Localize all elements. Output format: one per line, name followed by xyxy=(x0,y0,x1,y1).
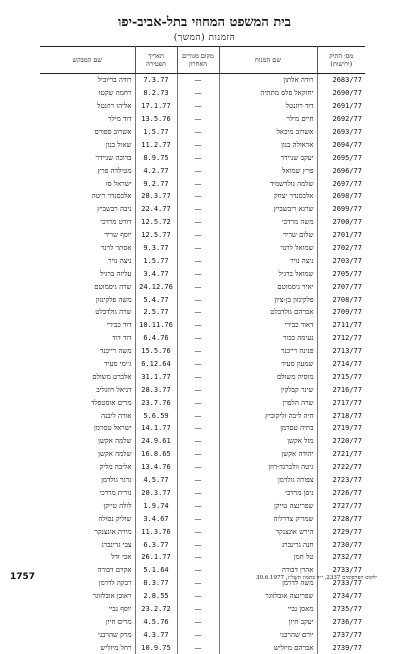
cell-deceased-name: פרץ שמואל xyxy=(219,164,317,177)
cell-date-of-death: 26.1.77 xyxy=(135,551,177,564)
cell-deceased-name: שמואל לרנר xyxy=(219,242,317,255)
cell-date-of-death: 4.5.77 xyxy=(135,474,177,487)
page-subtitle: הזמנות (המשך) xyxy=(0,32,409,43)
cell-last-residence: — xyxy=(177,538,219,551)
cell-applicant-name: אבי זדל xyxy=(40,551,135,564)
cell-case-number: 2703/77 xyxy=(317,254,365,267)
cell-deceased-name: שרגא ריבשביץ xyxy=(219,203,317,216)
cell-applicant-name: מרק שהרבני xyxy=(40,628,135,641)
cell-deceased-name: טל חמן xyxy=(219,551,317,564)
cell-deceased-name: שינר קבלקין xyxy=(219,383,317,396)
cell-case-number: 2713/77 xyxy=(317,345,365,358)
cell-deceased-name: חנה גרינברג xyxy=(219,538,317,551)
cell-applicant-name: מרים אוסטפלד xyxy=(40,396,135,409)
cell-last-residence: — xyxy=(177,293,219,306)
table-row xyxy=(40,216,365,229)
cell-last-residence: — xyxy=(177,177,219,190)
cell-last-residence: — xyxy=(177,151,219,164)
cell-date-of-death: 10.11.76 xyxy=(135,319,177,332)
cell-case-number: 2726/77 xyxy=(317,487,365,500)
cell-date-of-death: 22.4.77 xyxy=(135,203,177,216)
table-row xyxy=(40,590,365,603)
cell-applicant-name: אקרם דבורה xyxy=(40,564,135,577)
cell-last-residence: — xyxy=(177,370,219,383)
table-row xyxy=(40,383,365,396)
cell-case-number: 2717/77 xyxy=(317,396,365,409)
cell-applicant-name: משה רייכנר xyxy=(40,345,135,358)
cell-case-number: 2715/77 xyxy=(317,370,365,383)
cell-applicant-name: רחל מיזליש xyxy=(40,641,135,654)
table-row xyxy=(40,422,365,435)
cell-last-residence: — xyxy=(177,435,219,448)
cell-deceased-name: נעימה בכור xyxy=(219,332,317,345)
cell-last-residence: — xyxy=(177,551,219,564)
cell-last-residence: — xyxy=(177,254,219,267)
cell-date-of-death: 6.4.76 xyxy=(135,332,177,345)
cell-case-number: 2736/77 xyxy=(317,615,365,628)
cell-last-residence: — xyxy=(177,280,219,293)
cell-applicant-name: דורט מרדכי xyxy=(40,216,135,229)
cell-last-residence: — xyxy=(177,499,219,512)
cell-applicant-name: שרה גיסמוטם xyxy=(40,280,135,293)
cell-last-residence: — xyxy=(177,190,219,203)
table-row xyxy=(40,603,365,616)
cell-case-number: 2707/77 xyxy=(317,280,365,293)
cell-last-residence: — xyxy=(177,641,219,654)
cell-applicant-name: שרה גולדבלט xyxy=(40,306,135,319)
cell-deceased-name: אראולה בנון xyxy=(219,138,317,151)
cell-case-number: 2683/77 xyxy=(317,74,365,87)
cell-applicant-name: צבי גרינברג xyxy=(40,538,135,551)
cell-last-residence: — xyxy=(177,383,219,396)
cell-deceased-name: יחזקאל פלס מתתיה xyxy=(219,87,317,100)
cell-date-of-death: 1.5.77 xyxy=(135,254,177,267)
cell-case-number: 2722/77 xyxy=(317,461,365,474)
cell-date-of-death: 6.3.77 xyxy=(135,538,177,551)
cell-case-number: 2693/77 xyxy=(317,126,365,139)
cell-deceased-name: דאוד כבירי xyxy=(219,319,317,332)
cell-applicant-name: אסתר לרנר xyxy=(40,242,135,255)
cell-applicant-name: ניבה רבשביץ xyxy=(40,203,135,216)
cell-deceased-name: שמריק צדרליה xyxy=(219,512,317,525)
table-row xyxy=(40,203,365,216)
page-number: 1757 xyxy=(10,572,35,582)
cell-last-residence: — xyxy=(177,422,219,435)
cell-date-of-death: 23.2.72 xyxy=(135,603,177,616)
cell-deceased-name: הירש אונצנקר xyxy=(219,525,317,538)
cell-date-of-death: 9.2.77 xyxy=(135,177,177,190)
cell-applicant-name: ג׳ימי סעיד xyxy=(40,358,135,371)
cell-date-of-death: 8.2.73 xyxy=(135,87,177,100)
cell-last-residence: — xyxy=(177,358,219,371)
cell-applicant-name: ראובן אובלזוגר xyxy=(40,590,135,603)
cell-applicant-name: ברוכה שניידר xyxy=(40,151,135,164)
cell-deceased-name: ניסן מרדכי xyxy=(219,487,317,500)
cell-last-residence: — xyxy=(177,396,219,409)
cell-last-residence: — xyxy=(177,615,219,628)
cell-deceased-name: רודה אלתון xyxy=(219,74,317,87)
cell-case-number: 2712/77 xyxy=(317,332,365,345)
header-date-of-death: תאריך הפטירה xyxy=(135,47,177,74)
cell-case-number: 2737/77 xyxy=(317,628,365,641)
cell-date-of-death: 3.4.67 xyxy=(135,512,177,525)
cell-case-number: 2733/77 xyxy=(317,577,365,590)
table-row xyxy=(40,615,365,628)
table-row xyxy=(40,461,365,474)
table-row xyxy=(40,280,365,293)
cell-applicant-name: שאול בנון xyxy=(40,138,135,151)
table-row xyxy=(40,100,365,113)
cell-applicant-name: לולה טייקן xyxy=(40,499,135,512)
cell-applicant-name: יוסף שריר xyxy=(40,229,135,242)
cell-deceased-name: דוד רוזנטל xyxy=(219,100,317,113)
header-applicant-name: שם המבקש xyxy=(40,47,135,74)
table-row xyxy=(40,512,365,525)
cell-applicant-name: שלמה אקשן xyxy=(40,448,135,461)
table-row xyxy=(40,177,365,190)
cell-date-of-death: 7.3.77 xyxy=(135,74,177,87)
cell-deceased-name: חיים מילר xyxy=(219,113,317,126)
cell-date-of-death: 28.3.77 xyxy=(135,383,177,396)
cell-last-residence: — xyxy=(177,577,219,590)
cell-last-residence: — xyxy=(177,138,219,151)
cell-last-residence: — xyxy=(177,332,219,345)
cell-case-number: 2697/77 xyxy=(317,177,365,190)
cell-deceased-name: אברהם גולדבלט xyxy=(219,306,317,319)
cell-applicant-name: מירה אונצנקר xyxy=(40,525,135,538)
cell-last-residence: — xyxy=(177,74,219,87)
cell-date-of-death: 2.5.77 xyxy=(135,306,177,319)
cell-deceased-name: גיטה וולברנד-רוזן xyxy=(219,461,317,474)
cell-case-number: 2690/77 xyxy=(317,87,365,100)
table-row xyxy=(40,293,365,306)
cell-applicant-name: אלברט משולם xyxy=(40,370,135,383)
cell-deceased-name: מאסן נביי xyxy=(219,603,317,616)
cell-last-residence: — xyxy=(177,474,219,487)
cell-date-of-death: 4.5.76 xyxy=(135,615,177,628)
cell-case-number: 2701/77 xyxy=(317,229,365,242)
table-row xyxy=(40,190,365,203)
cell-date-of-death: 13.5.76 xyxy=(135,113,177,126)
cell-case-number: 2734/77 xyxy=(317,590,365,603)
cell-applicant-name: מרים חיון xyxy=(40,615,135,628)
cell-case-number: 2696/77 xyxy=(317,164,365,177)
cell-applicant-name: ישראל טסרמן xyxy=(40,422,135,435)
cell-deceased-name: שלום שריר xyxy=(219,229,317,242)
cell-last-residence: — xyxy=(177,487,219,500)
cell-case-number: 2698/77 xyxy=(317,190,365,203)
cell-deceased-name: שפרינצה טייקן xyxy=(219,499,317,512)
cell-case-number: 2716/77 xyxy=(317,383,365,396)
cell-applicant-name: אליהו רוזנטל xyxy=(40,100,135,113)
cell-last-residence: — xyxy=(177,267,219,280)
cell-deceased-name: אהרן דבורה xyxy=(219,564,317,577)
cell-date-of-death: 14.1.77 xyxy=(135,422,177,435)
table-row xyxy=(40,551,365,564)
cell-applicant-name: יוסף נביי xyxy=(40,603,135,616)
table-row xyxy=(40,254,365,267)
cell-applicant-name: עליזה ברגיל xyxy=(40,267,135,280)
table-row xyxy=(40,74,365,87)
cell-case-number: 2720/77 xyxy=(317,435,365,448)
cell-last-residence: — xyxy=(177,461,219,474)
table-row xyxy=(40,319,365,332)
cell-case-number: 2705/77 xyxy=(317,267,365,280)
cell-deceased-name: אשרוב מיכאל xyxy=(219,126,317,139)
cell-deceased-name: בתיה טסרמן xyxy=(219,422,317,435)
table-row xyxy=(40,435,365,448)
cell-applicant-name: רבקה לדרמן xyxy=(40,577,135,590)
cell-deceased-name: יהודה אקשן xyxy=(219,448,317,461)
cell-deceased-name: אברהם מיזליש xyxy=(219,641,317,654)
cell-date-of-death: 11.3.76 xyxy=(135,525,177,538)
cell-case-number: 2709/77 xyxy=(317,306,365,319)
table-row xyxy=(40,525,365,538)
cell-date-of-death: 23.7.76 xyxy=(135,396,177,409)
table-row xyxy=(40,487,365,500)
cell-case-number: 2739/77 xyxy=(317,641,365,654)
cell-last-residence: — xyxy=(177,590,219,603)
cell-case-number: 2718/77 xyxy=(317,409,365,422)
cell-deceased-name: משה לדרמן xyxy=(219,577,317,590)
cell-case-number: 2695/77 xyxy=(317,151,365,164)
table-row xyxy=(40,164,365,177)
cell-applicant-name: רודה בריוביל xyxy=(40,74,135,87)
cell-case-number: 2728/77 xyxy=(317,512,365,525)
table-row xyxy=(40,370,365,383)
page-title: בית המשפט המחוזי בתל-אביב-יפו xyxy=(0,14,409,30)
table-row xyxy=(40,345,365,358)
cell-applicant-name: דוד כבירי xyxy=(40,319,135,332)
cell-deceased-name: אלכסנדר יצחק xyxy=(219,190,317,203)
cell-date-of-death: 12.5.72 xyxy=(135,216,177,229)
table-row xyxy=(40,151,365,164)
cell-deceased-name: שלמה גולדשמיד xyxy=(219,177,317,190)
cell-deceased-name: מזל אקשן xyxy=(219,435,317,448)
cell-case-number: 2702/77 xyxy=(317,242,365,255)
cell-date-of-death: 1.9.74 xyxy=(135,499,177,512)
notices-table xyxy=(40,46,365,654)
cell-date-of-death: 24.9.61 xyxy=(135,435,177,448)
table-row xyxy=(40,126,365,139)
cell-date-of-death: 28.3.77 xyxy=(135,190,177,203)
cell-case-number: 2733/77 xyxy=(317,564,365,577)
cell-applicant-name: אורה ליבנה xyxy=(40,409,135,422)
cell-case-number: 2694/77 xyxy=(317,138,365,151)
header-case-number: מס׳ התיק (ירושות) xyxy=(317,47,365,74)
cell-last-residence: — xyxy=(177,164,219,177)
cell-case-number: 2708/77 xyxy=(317,293,365,306)
cell-deceased-name: ניצה נויר xyxy=(219,254,317,267)
cell-case-number: 2727/77 xyxy=(317,499,365,512)
cell-date-of-death: 31.1.77 xyxy=(135,370,177,383)
cell-last-residence: — xyxy=(177,229,219,242)
cell-last-residence: — xyxy=(177,242,219,255)
cell-applicant-name: שלמה אקשן xyxy=(40,435,135,448)
cell-last-residence: — xyxy=(177,100,219,113)
cell-deceased-name: שפרינצה אובלזוגר xyxy=(219,590,317,603)
cell-date-of-death: 24.12.76 xyxy=(135,280,177,293)
cell-applicant-name: שוליק נסולה xyxy=(40,512,135,525)
cell-applicant-name: אלכסנדר ריטה xyxy=(40,190,135,203)
cell-deceased-name: יאיר גיסמוטם xyxy=(219,280,317,293)
cell-date-of-death: 8.9.75 xyxy=(135,151,177,164)
cell-last-residence: — xyxy=(177,525,219,538)
cell-case-number: 2721/77 xyxy=(317,448,365,461)
cell-deceased-name: מוסיה משולם xyxy=(219,370,317,383)
cell-date-of-death: 6.12.64 xyxy=(135,358,177,371)
table-header-row xyxy=(40,47,365,74)
cell-date-of-death: 2.8.55 xyxy=(135,590,177,603)
cell-deceased-name: צפורה גולדמן xyxy=(219,474,317,487)
cell-applicant-name: אשרוב ספורס xyxy=(40,126,135,139)
cell-date-of-death: 4.2.77 xyxy=(135,164,177,177)
cell-last-residence: — xyxy=(177,126,219,139)
cell-case-number: 2729/77 xyxy=(317,525,365,538)
cell-case-number: 2692/77 xyxy=(317,113,365,126)
cell-date-of-death: 15.5.76 xyxy=(135,345,177,358)
cell-applicant-name: משה פלקינזון xyxy=(40,293,135,306)
cell-deceased-name: פלקינזון בן-ציון xyxy=(219,293,317,306)
cell-applicant-name: רחמה שקטו xyxy=(40,87,135,100)
cell-last-residence: — xyxy=(177,628,219,641)
cell-last-residence: — xyxy=(177,603,219,616)
cell-deceased-name: חיה ליבה זליקוביץ xyxy=(219,409,317,422)
table-row xyxy=(40,267,365,280)
cell-date-of-death: 12.5.77 xyxy=(135,229,177,242)
cell-case-number: 2730/77 xyxy=(317,538,365,551)
cell-date-of-death: 17.1.77 xyxy=(135,100,177,113)
cell-date-of-death: 5.6.59 xyxy=(135,409,177,422)
cell-date-of-death: 3.4.77 xyxy=(135,267,177,280)
table-row xyxy=(40,332,365,345)
table-row xyxy=(40,499,365,512)
cell-applicant-name: ישראל סו xyxy=(40,177,135,190)
cell-deceased-name: פנינה רייכנר xyxy=(219,345,317,358)
cell-last-residence: — xyxy=(177,564,219,577)
cell-case-number: 2699/77 xyxy=(317,203,365,216)
cell-case-number: 2732/77 xyxy=(317,551,365,564)
cell-applicant-name: אליבה מליק xyxy=(40,461,135,474)
cell-date-of-death: 8.3.77 xyxy=(135,577,177,590)
cell-date-of-death: 16.8.65 xyxy=(135,448,177,461)
header-deceased-name: שם המנוח xyxy=(219,47,317,74)
cell-date-of-death: 4.3.77 xyxy=(135,628,177,641)
cell-last-residence: — xyxy=(177,203,219,216)
cell-case-number: 2723/77 xyxy=(317,474,365,487)
cell-date-of-death: 9.3.77 xyxy=(135,242,177,255)
cell-deceased-name: שמואל ברגיל xyxy=(219,267,317,280)
cell-case-number: 2735/77 xyxy=(317,603,365,616)
cell-applicant-name: מטילדה פרץ xyxy=(40,164,135,177)
table-row xyxy=(40,448,365,461)
table-row xyxy=(40,628,365,641)
cell-applicant-name: נורית מרדכי xyxy=(40,487,135,500)
cell-deceased-name: משה מרדכי xyxy=(219,216,317,229)
table-row xyxy=(40,641,365,654)
cell-case-number: 2700/77 xyxy=(317,216,365,229)
table-row xyxy=(40,396,365,409)
table-row xyxy=(40,538,365,551)
cell-last-residence: — xyxy=(177,113,219,126)
table-row xyxy=(40,474,365,487)
cell-deceased-name: יורם שהרבני xyxy=(219,628,317,641)
cell-applicant-name: גרגר גולדמן xyxy=(40,474,135,487)
cell-deceased-name: שרה הלפרן xyxy=(219,396,317,409)
cell-date-of-death: 5.1.64 xyxy=(135,564,177,577)
table-row xyxy=(40,306,365,319)
cell-applicant-name: דוד מילר xyxy=(40,113,135,126)
cell-last-residence: — xyxy=(177,87,219,100)
cell-last-residence: — xyxy=(177,448,219,461)
cell-case-number: 2714/77 xyxy=(317,358,365,371)
cell-applicant-name: ניצה נויר xyxy=(40,254,135,267)
cell-case-number: 2719/77 xyxy=(317,422,365,435)
cell-deceased-name: יעקב שניידר xyxy=(219,151,317,164)
table-row xyxy=(40,87,365,100)
cell-last-residence: — xyxy=(177,216,219,229)
table-row xyxy=(40,409,365,422)
cell-deceased-name: שמעון סעיד xyxy=(219,358,317,371)
table-row xyxy=(40,138,365,151)
table-row xyxy=(40,229,365,242)
cell-deceased-name: יעקב חיון xyxy=(219,615,317,628)
table-row xyxy=(40,358,365,371)
cell-last-residence: — xyxy=(177,512,219,525)
cell-date-of-death: 10.9.75 xyxy=(135,641,177,654)
footer-note: ילקוט הפרסומים 2337, י״ד בתמוז תשל״ז, 30.6.1977 xyxy=(256,575,377,581)
cell-date-of-death: 13.4.76 xyxy=(135,461,177,474)
cell-applicant-name: דוד דוד xyxy=(40,332,135,345)
cell-last-residence: — xyxy=(177,409,219,422)
cell-date-of-death: 1.5.77 xyxy=(135,126,177,139)
cell-date-of-death: 11.2.77 xyxy=(135,138,177,151)
cell-case-number: 2711/77 xyxy=(317,319,365,332)
cell-last-residence: — xyxy=(177,306,219,319)
cell-applicant-name: דניאל רוזנליב xyxy=(40,383,135,396)
table-row xyxy=(40,113,365,126)
cell-last-residence: — xyxy=(177,319,219,332)
table-body xyxy=(40,74,365,654)
cell-case-number: 2691/77 xyxy=(317,100,365,113)
cell-date-of-death: 5.4.77 xyxy=(135,293,177,306)
table-row xyxy=(40,242,365,255)
header-last-residence: מקום מגורים האחרון xyxy=(177,47,219,74)
cell-date-of-death: 20.3.77 xyxy=(135,487,177,500)
cell-last-residence: — xyxy=(177,345,219,358)
